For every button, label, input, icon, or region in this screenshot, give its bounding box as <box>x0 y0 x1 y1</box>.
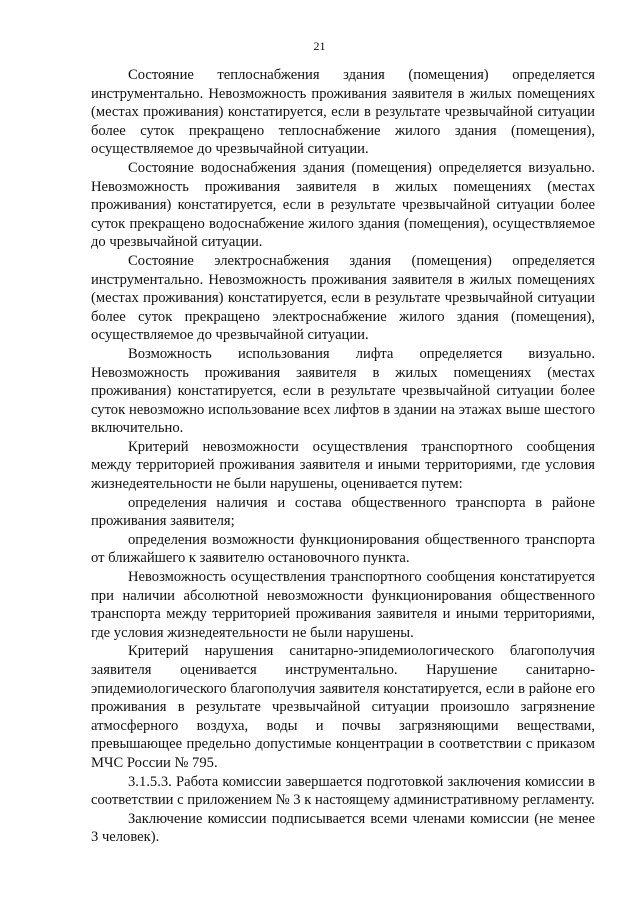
paragraph-heat-supply: Состояние теплоснабжения здания (помещения) определяется инструментально. Невозможность проживания заявителя в жилых помещениях (местах проживания) констатируется, если в результате чрезвычайной ситуации более суток прекращено теплоснабжение жилого здания (помещения), осуществляемое до чрезвычайной ситуации. <box>91 67 595 158</box>
paragraph-water-supply: Состояние водоснабжения здания (помещения) определяется визуально. Невозможность проживания заявителя в жилых помещениях (местах проживания) констатируется, если в результате чрезвычайной ситуации более суток прекращено водоснабжение жилого здания (помещения), осуществляемое до чрезвычайной ситуации. <box>91 159 595 251</box>
paragraph-sanitary-criterion: Критерий нарушения санитарно-эпидемиологического благополучия заявителя оценивается инструментально. Нарушение санитарно-эпидемиологического благополучия заявителя констатируется, если в районе его проживания в результате чрезвычайной ситуации произошло загрязнение атмосферного воздуха, воды и почвы загрязняющими веществами, превышающее предельно допустимые концентрации в соответствии с приказом МЧС России № 795. <box>91 643 595 771</box>
page-number: 21 <box>313 39 326 53</box>
paragraph-transport-functioning: определения возможности функционирования общественного транспорта от ближайшего к заявителю остановочного пункта. <box>91 531 595 567</box>
paragraph-conclusion-signing: Заключение комиссии подписывается всеми членами комиссии (не менее 3 человек). <box>91 810 595 846</box>
paragraph-commission-conclusion: 3.1.5.3. Работа комиссии завершается подготовкой заключения комиссии в соответствии с приложением № 3 к настоящему административному регламенту. <box>91 773 595 809</box>
paragraph-transport-criterion: Критерий невозможности осуществления транспортного сообщения между территорией проживания заявителя и иными территориями, где условия жизнедеятельности не были нарушены, оценивается путем: <box>91 438 595 493</box>
paragraph-electricity-supply: Состояние электроснабжения здания (помещения) определяется инструментально. Невозможность проживания заявителя в жилых помещениях (местах проживания) констатируется, если в результате чрезвычайной ситуации более суток прекращено электроснабжение жилого здания (помещения), осуществляемое до чрезвычайной ситуации. <box>91 252 595 344</box>
document-body <box>91 66 595 847</box>
paragraph-transport-impossibility: Невозможность осуществления транспортного сообщения констатируется при наличии абсолютной невозможности функционирования общественного транспорта между территорией проживания заявителя и иными территориями, где условия жизнедеятельности не были нарушены. <box>91 569 595 641</box>
paragraph-elevator: Возможность использования лифта определяется визуально. Невозможность проживания заявителя в жилых помещениях (местах проживания) констатируется, если в результате чрезвычайной ситуации более суток невозможно использование всех лифтов в здании на этажах выше шестого включительно. <box>91 345 595 437</box>
paragraph-transport-presence: определения наличия и состава общественного транспорта в районе проживания заявителя; <box>91 494 595 530</box>
